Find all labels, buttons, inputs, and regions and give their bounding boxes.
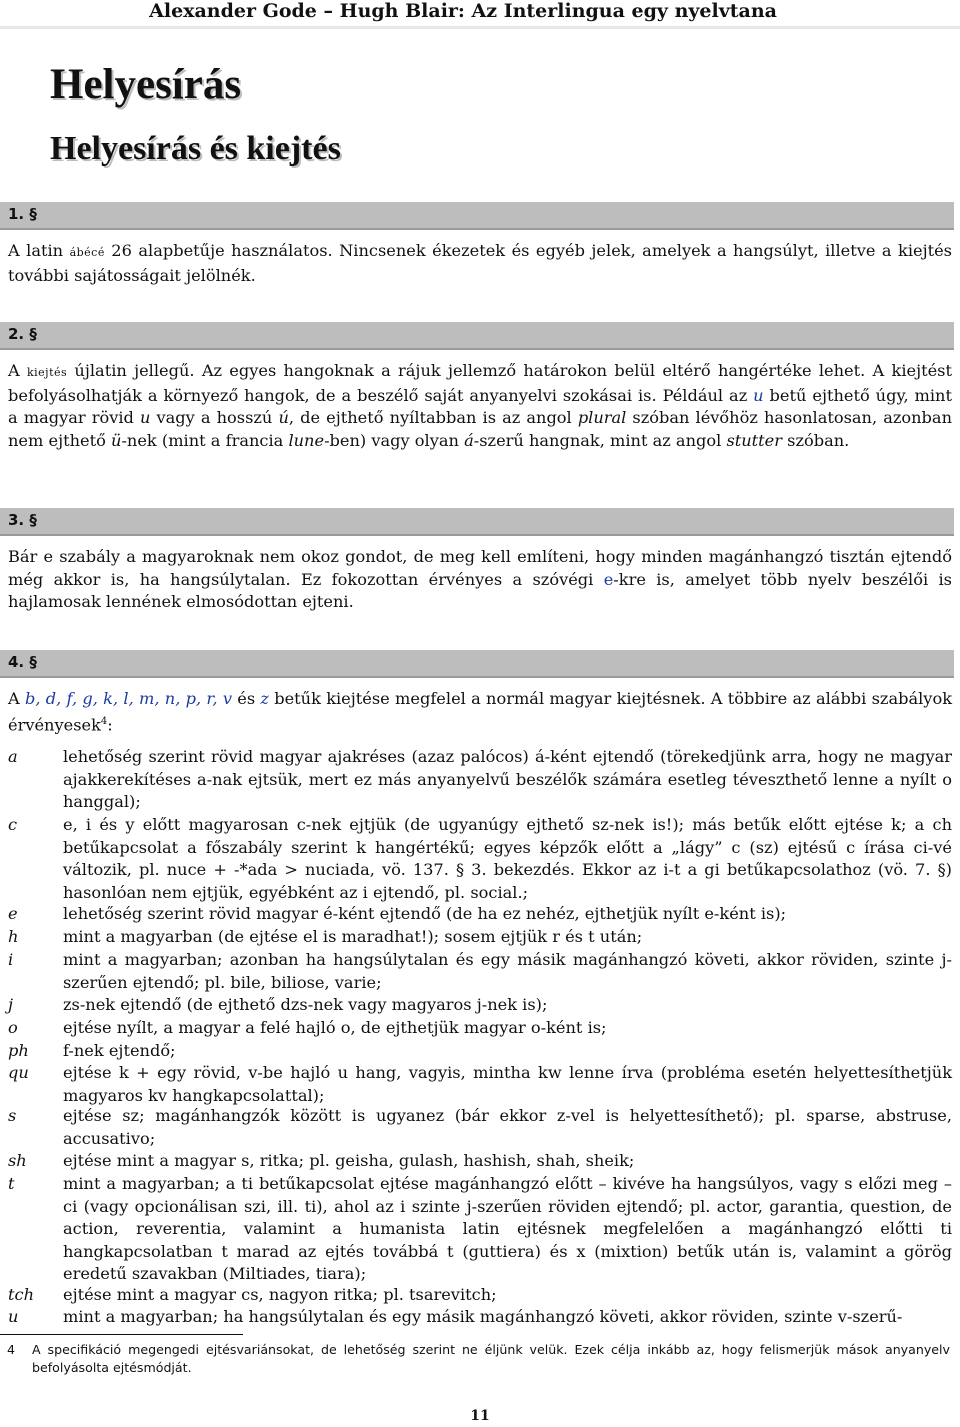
page-title: Helyesírás [50, 61, 242, 108]
running-header [0, 0, 960, 27]
section-2-paragraph: A kiejtés újlatin jellegű. Az egyes hangoknak a rájuk jellemző határokon belül eltérő hangértéke lehet. A kiejtést befolyásolhatják a környező hangok, de a beszélő saját anyanyelvi szokásai is. Például az u betű ejthető úgy, mint a magyar rövid u vagy a hosszú ú, de ejthető nyíltabban is az angol plural szóban lévőhöz hasonlatosan, azonban nem ejthető ü-nek (mint a francia lune-ben) vagy olyan á-szerű hangnak, mint az angol stutter szóban. [8, 361, 952, 450]
page-subtitle: Helyesírás és kiejtés [50, 130, 341, 167]
header-rule [0, 26, 960, 29]
running-header-text: Alexander Gode – Hugh Blair: Az Interlingua egy nyelvtana [149, 0, 777, 22]
footnote-text: A specifikáció megengedi ejtésvariánsokat, de lehetőség szerint ne éljünk velük. Ezek célja inkább az, hogy felismerjük mások anyanyelv befolyásolta ejtésmódját. [32, 1342, 950, 1375]
page-number: 11 [470, 1408, 490, 1424]
section-1-paragraph: A latin ábécé 26 alapbetűje használatos. Nincsenek ékezetek és egyéb jelek, amelyek a hangsúlyt, illetve a kiejtés további sajátosságait jelölnék. [8, 241, 952, 285]
section-label: 3. § [8, 511, 37, 529]
section-bar-3 [0, 508, 954, 536]
section-label: 1. § [8, 205, 37, 223]
footnote-ref: 4 [100, 715, 108, 727]
footnote-rule [0, 1334, 243, 1335]
section-label: 4. § [8, 653, 37, 671]
footnote-number: 4 [7, 1342, 16, 1357]
section-bar-2 [0, 322, 954, 350]
section-bar-4 [0, 650, 954, 678]
section-label: 2. § [8, 325, 37, 343]
section-4-paragraph: A b, d, f, g, k, l, m, n, p, r, v és z betűk kiejtése megfelel a normál magyar kiejtésnek. A többire az alábbi szabályok érvényesek$^4$: [8, 689, 953, 734]
section-3-paragraph: Bár e szabály a magyaroknak nem okoz gondot, de meg kell említeni, hogy minden magánhangzó tisztán ejtendő még akkor is, ha hangsúlytalan. Ez fokozottan érvényes a szóvégi e-kre is, amelyet több nyelv beszélői is hajlamosak lennének elmosódottan ejteni. [8, 547, 952, 611]
section-bar-1 [0, 202, 954, 230]
